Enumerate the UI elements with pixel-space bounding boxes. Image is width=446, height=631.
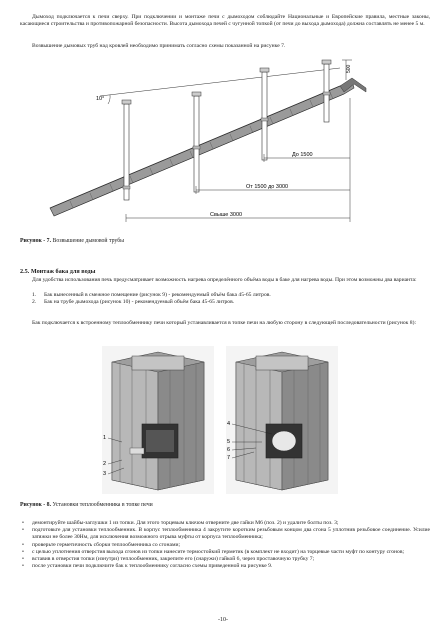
figure-8-caption-label: Рисунок - 8. <box>20 502 52 508</box>
dim-angle: 10° <box>96 96 105 102</box>
callout-4: 4 <box>227 421 231 427</box>
figure-8-caption-text: Установки теплообменника в топке печи <box>51 502 153 508</box>
callout-3: 3 <box>103 471 107 477</box>
intro-paragraph-1: Дымоход подключается к печи сверху. При подключении и монтаже печи с дымоходом соблюдайте Национальные и Европейские правила, местные законы, касающиеся строительства и противопожарной безопасности. Высота дымохода печей с чугунной топкой (от печи до выхода дымохода) должна составлять не менее 5 м. <box>20 14 430 28</box>
figure-7-caption-text: Возвышение дымовой трубы <box>51 238 125 244</box>
callout-7: 7 <box>227 455 231 461</box>
figure-7-chimney-diagram <box>40 58 370 230</box>
list-item: • после установки печи подключите бак к теплообменнику согласно схемы приведенной на рисунке 9. <box>22 563 273 570</box>
list-item: • проверьте герметичность сборки теплообменника со сгонами; <box>22 541 181 548</box>
dim-500: 500 <box>346 64 352 73</box>
dim-1500-to-3000: От 1500 до 3000 <box>246 184 289 190</box>
section-paragraph-1: Для удобства использования печь предусматривает возможность нагрева определённого объёма воды в баке для нагрева воды. При этом возможны два варианта: <box>32 277 417 283</box>
callout-2: 2 <box>103 461 107 467</box>
figure-8-stove-photo-left <box>102 346 214 494</box>
list-item: 1. Бак вынесенный в смежное помещение (рисунок 9) - рекомендуемый объём бака 45-65 литров. <box>32 292 271 298</box>
list-item: • подготовьте для установки теплообменник. В корпус теплообменника 4 закрутите коротким резьбовым концом два сгона 5 уплотнив резьбовое соединение. Усилие затяжки не более 30Нм, для исключения возможного отрыва муфты от корпуса теплообменника; <box>22 527 430 541</box>
angle-reference-line <box>100 68 340 96</box>
figure-8-stove-photo-right <box>226 346 338 494</box>
list-item: • демонтируйте шайбы-заглушки 1 из топки. Для этого торцевым ключом отверните две гайки М6 (поз. 2) и удалите болты поз. 3; <box>22 520 339 526</box>
tank-options-list <box>20 292 430 306</box>
list-item: • вставив в отверстия топки (изнутри) теплообменник, закрепите его (снаружи) гайкой 6, через проставочную трубку 7; <box>22 556 315 563</box>
chimney-middle <box>192 92 201 192</box>
intro-paragraph-2: Возвышение дымовых труб над кровлей необходимо принимать согласно схемы показанной на рисунке 7. <box>32 43 286 49</box>
dim-over-3000: Свыше 3000 <box>210 212 243 218</box>
figure-7-caption-label: Рисунок - 7. <box>20 238 52 244</box>
chimney-near-ridge-1 <box>260 68 269 160</box>
callout-1: 1 <box>103 435 107 441</box>
callout-6: 6 <box>227 447 231 453</box>
dim-lines <box>126 98 350 222</box>
dim-up-to-1500: До 1500 <box>292 152 313 158</box>
section-paragraph-2: Бак подключается к встроенному теплообменнику печи который устанавливается в топке печи на любую сторону в следующей последовательности (рисунок 8): <box>32 320 417 326</box>
page-number: -10- <box>218 617 228 623</box>
list-item: 2. Бак на трубе дымохода (рисунок 10) - рекомендуемый объём бака 45-65 литров. <box>32 299 235 306</box>
figure-7-caption <box>20 238 124 245</box>
callout-5: 5 <box>227 439 231 445</box>
section-heading: 2.5. Монтаж бака для воды <box>20 268 96 275</box>
installation-steps-list <box>20 520 430 570</box>
figure-8-caption <box>20 502 153 509</box>
list-item: • с целью уплотнения отверстия выхода сгонов из топки нанесите термостойкий герметик (в комплект не входит) на торцевые части муфт по контуру сгонов; <box>22 548 405 555</box>
